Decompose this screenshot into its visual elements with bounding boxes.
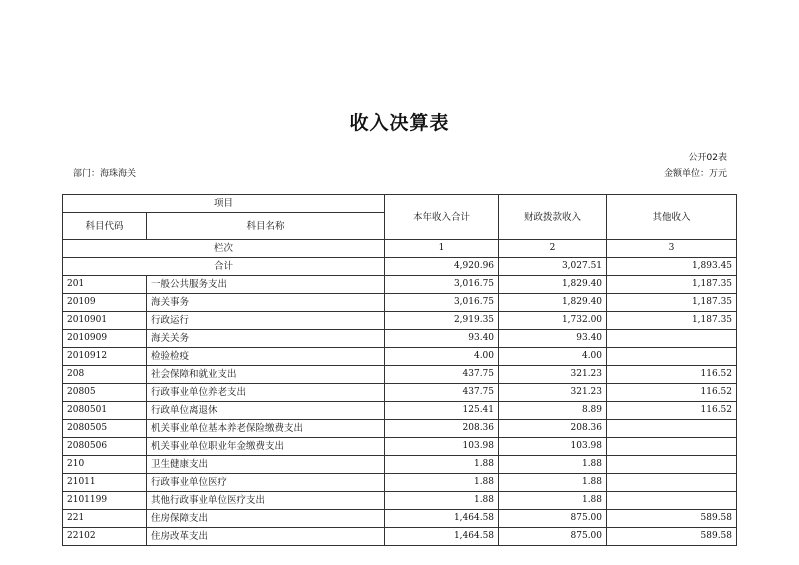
row-fiscal: 208.36 xyxy=(499,420,607,438)
subject-name-header: 科目名称 xyxy=(147,213,385,240)
row-total: 437.75 xyxy=(385,366,499,384)
row-code: 221 xyxy=(63,510,147,528)
row-fiscal: 8.89 xyxy=(499,402,607,420)
row-total: 1.88 xyxy=(385,492,499,510)
row-fiscal: 103.98 xyxy=(499,438,607,456)
row-total: 3,016.75 xyxy=(385,294,499,312)
table-row xyxy=(63,420,737,438)
row-code: 2010901 xyxy=(63,312,147,330)
row-total: 2,919.35 xyxy=(385,312,499,330)
row-name: 行政事业单位养老支出 xyxy=(147,384,385,402)
column-index-row xyxy=(63,240,737,258)
column-index-3: 3 xyxy=(607,240,737,258)
row-name: 社会保障和就业支出 xyxy=(147,366,385,384)
row-name: 行政事业单位医疗 xyxy=(147,474,385,492)
subject-code-header: 科目代码 xyxy=(63,213,147,240)
form-code: 公开02表 xyxy=(688,153,727,163)
table-row xyxy=(63,438,737,456)
row-total: 3,016.75 xyxy=(385,276,499,294)
row-code: 20805 xyxy=(63,384,147,402)
row-fiscal: 875.00 xyxy=(499,510,607,528)
table-row xyxy=(63,492,737,510)
table-row xyxy=(63,294,737,312)
header-row xyxy=(63,195,737,213)
table-row xyxy=(63,402,737,420)
row-other: 116.52 xyxy=(607,366,737,384)
row-total: 1.88 xyxy=(385,474,499,492)
row-total: 1.88 xyxy=(385,456,499,474)
column-index-1: 1 xyxy=(385,240,499,258)
row-code: 210 xyxy=(63,456,147,474)
row-total: 1,464.58 xyxy=(385,528,499,546)
row-other: 116.52 xyxy=(607,384,737,402)
row-total: 125.41 xyxy=(385,402,499,420)
other-header: 其他收入 xyxy=(607,195,737,240)
column-index-label: 栏次 xyxy=(63,240,385,258)
row-total: 208.36 xyxy=(385,420,499,438)
report-title: 收入决算表 xyxy=(349,112,450,134)
row-code: 2080501 xyxy=(63,402,147,420)
row-other xyxy=(607,420,737,438)
row-code: 201 xyxy=(63,276,147,294)
total-header: 本年收入合计 xyxy=(385,195,499,240)
table-row xyxy=(63,366,737,384)
row-other xyxy=(607,456,737,474)
table-row xyxy=(63,330,737,348)
department-label: 部门：海珠海关 xyxy=(73,169,137,179)
table-row xyxy=(63,276,737,294)
row-other: 116.52 xyxy=(607,402,737,420)
table-row xyxy=(63,384,737,402)
table-row xyxy=(63,474,737,492)
row-fiscal: 1,732.00 xyxy=(499,312,607,330)
row-code: 2080505 xyxy=(63,420,147,438)
row-name: 住房改革支出 xyxy=(147,528,385,546)
table-row xyxy=(63,510,737,528)
row-other: 1,187.35 xyxy=(607,276,737,294)
row-name: 海关事务 xyxy=(147,294,385,312)
row-fiscal: 93.40 xyxy=(499,330,607,348)
row-other: 589.58 xyxy=(607,510,737,528)
row-name: 机关事业单位基本养老保险缴费支出 xyxy=(147,420,385,438)
row-total: 1,464.58 xyxy=(385,510,499,528)
project-header: 项目 xyxy=(63,195,385,213)
table-row xyxy=(63,456,737,474)
row-code: 2010909 xyxy=(63,330,147,348)
row-code: 22102 xyxy=(63,528,147,546)
row-name: 行政单位离退休 xyxy=(147,402,385,420)
row-name: 卫生健康支出 xyxy=(147,456,385,474)
row-other: 589.58 xyxy=(607,528,737,546)
row-total: 437.75 xyxy=(385,384,499,402)
amount-unit-label: 金额单位：万元 xyxy=(663,169,727,179)
row-fiscal: 1.88 xyxy=(499,456,607,474)
row-code: 2010912 xyxy=(63,348,147,366)
row-name: 海关关务 xyxy=(147,330,385,348)
table-row xyxy=(63,528,737,546)
row-other xyxy=(607,348,737,366)
row-name: 住房保障支出 xyxy=(147,510,385,528)
row-other xyxy=(607,474,737,492)
row-fiscal: 1.88 xyxy=(499,492,607,510)
row-fiscal: 875.00 xyxy=(499,528,607,546)
row-fiscal: 4.00 xyxy=(499,348,607,366)
row-code: 2080506 xyxy=(63,438,147,456)
row-name: 行政运行 xyxy=(147,312,385,330)
row-other xyxy=(607,492,737,510)
row-total: 103.98 xyxy=(385,438,499,456)
summary-label: 合计 xyxy=(63,258,385,276)
row-fiscal: 321.23 xyxy=(499,384,607,402)
row-name: 一般公共服务支出 xyxy=(147,276,385,294)
row-code: 20109 xyxy=(63,294,147,312)
row-name: 其他行政事业单位医疗支出 xyxy=(147,492,385,510)
table-row xyxy=(63,348,737,366)
summary-fiscal: 3,027.51 xyxy=(499,258,607,276)
row-name: 检验检疫 xyxy=(147,348,385,366)
row-code: 2101199 xyxy=(63,492,147,510)
row-code: 21011 xyxy=(63,474,147,492)
row-total: 93.40 xyxy=(385,330,499,348)
summary-other: 1,893.45 xyxy=(607,258,737,276)
fiscal-header: 财政拨款收入 xyxy=(499,195,607,240)
income-table xyxy=(62,194,737,546)
row-other: 1,187.35 xyxy=(607,294,737,312)
table-row xyxy=(63,312,737,330)
row-other xyxy=(607,330,737,348)
summary-row xyxy=(63,258,737,276)
row-name: 机关事业单位职业年金缴费支出 xyxy=(147,438,385,456)
row-code: 208 xyxy=(63,366,147,384)
row-other: 1,187.35 xyxy=(607,312,737,330)
summary-total: 4,920.96 xyxy=(385,258,499,276)
row-fiscal: 1.88 xyxy=(499,474,607,492)
row-other xyxy=(607,438,737,456)
row-total: 4.00 xyxy=(385,348,499,366)
row-fiscal: 321.23 xyxy=(499,366,607,384)
column-index-2: 2 xyxy=(499,240,607,258)
row-fiscal: 1,829.40 xyxy=(499,276,607,294)
row-fiscal: 1,829.40 xyxy=(499,294,607,312)
